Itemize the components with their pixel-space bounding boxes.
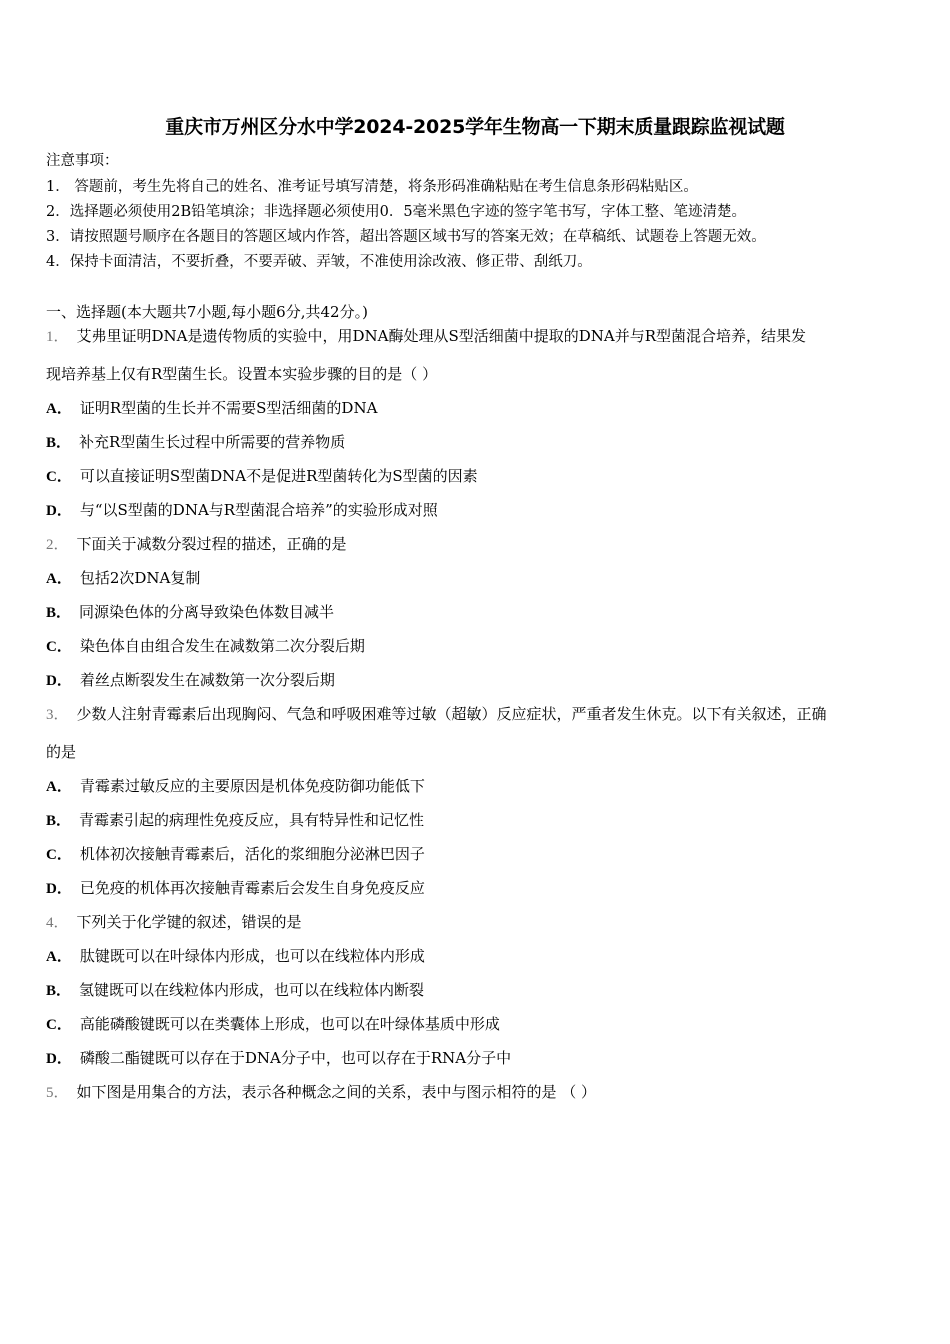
question-number: 3． — [46, 707, 69, 723]
option-text: 机体初次接触青霉素后，活化的浆细胞分泌淋巴因子 — [79, 845, 425, 863]
option-d — [46, 1048, 511, 1069]
question-text: 下面关于减数分裂过程的描述，正确的是 — [76, 535, 347, 553]
option-letter: C． — [46, 1017, 72, 1033]
option-b — [46, 432, 345, 453]
question-number: 1． — [46, 329, 69, 345]
option-a — [46, 776, 425, 797]
question-text: 少数人注射青霉素后出现胸闷、气急和呼吸困难等过敏（超敏）反应症状，严重者发生休克。以下有关叙述，正确 — [76, 705, 827, 723]
question-text-continued: 现培养基上仅有R型菌生长。设置本实验步骤的目的是（ ） — [46, 365, 438, 383]
question-2 — [46, 534, 347, 555]
question-1 — [46, 326, 806, 347]
notice-item: 4．保持卡面清洁，不要折叠，不要弄破、弄皱，不准使用涂改液、修正带、刮纸刀。 — [46, 254, 592, 270]
question-number: 2． — [46, 537, 69, 553]
question-4 — [46, 912, 302, 933]
option-text: 高能磷酸键既可以在类囊体上形成，也可以在叶绿体基质中形成 — [79, 1015, 500, 1033]
option-b — [46, 810, 424, 831]
option-text: 包括2次DNA复制 — [79, 569, 201, 587]
question-text: 艾弗里证明DNA是遗传物质的实验中，用DNA酶处理从S型活细菌中提取的DNA并与R型菌混合培养，结果发 — [76, 327, 807, 345]
option-c — [46, 1014, 500, 1035]
option-letter: A． — [46, 779, 72, 795]
question-number: 5． — [46, 1085, 69, 1101]
option-text: 青霉素引起的病理性免疫反应，具有特异性和记忆性 — [79, 811, 425, 829]
option-text: 同源染色体的分离导致染色体数目减半 — [79, 603, 335, 621]
option-text: 与“以S型菌的DNA与R型菌混合培养”的实验形成对照 — [79, 501, 438, 519]
option-letter: C． — [46, 639, 72, 655]
option-text: 氢键既可以在线粒体内形成，也可以在线粒体内断裂 — [79, 981, 425, 999]
option-letter: D． — [46, 1051, 72, 1067]
question-text: 如下图是用集合的方法，表示各种概念之间的关系，表中与图示相符的是 （ ） — [76, 1083, 597, 1101]
option-text: 磷酸二酯键既可以存在于DNA分子中，也可以存在于RNA分子中 — [79, 1049, 512, 1067]
option-d — [46, 670, 335, 691]
option-b — [46, 602, 334, 623]
question-5 — [46, 1082, 596, 1103]
notice-item: 2．选择题必须使用2B铅笔填涂；非选择题必须使用0．5毫米黑色字迹的签字笔书写，字体工整、笔迹清楚。 — [46, 204, 747, 220]
option-letter: A． — [46, 949, 72, 965]
option-letter: B． — [46, 813, 72, 829]
option-a — [46, 568, 200, 589]
option-a — [46, 946, 425, 967]
question-3 — [46, 704, 827, 725]
section-heading: 一、选择题(本大题共7小题,每小题6分,共42分。) — [46, 303, 368, 321]
option-letter: A． — [46, 571, 72, 587]
option-text: 青霉素过敏反应的主要原因是机体免疫防御功能低下 — [79, 777, 425, 795]
option-letter: A． — [46, 401, 72, 417]
option-letter: C． — [46, 469, 72, 485]
option-text: 补充R型菌生长过程中所需要的营养物质 — [79, 433, 346, 451]
question-number: 4． — [46, 915, 69, 931]
option-d — [46, 878, 425, 899]
option-letter: B． — [46, 605, 72, 621]
notice-heading: 注意事项： — [46, 153, 119, 169]
option-d — [46, 500, 438, 521]
question-text-continued: 的是 — [46, 743, 77, 761]
option-text: 证明R型菌的生长并不需要S型活细菌的DNA — [79, 399, 378, 417]
page-title: 重庆市万州区分水中学2024-2025学年生物高一下期末质量跟踪监视试题 — [165, 116, 785, 138]
option-text: 可以直接证明S型菌DNA不是促进R型菌转化为S型菌的因素 — [79, 467, 478, 485]
option-text: 肽键既可以在叶绿体内形成，也可以在线粒体内形成 — [79, 947, 425, 965]
option-text: 染色体自由组合发生在减数第二次分裂后期 — [79, 637, 365, 655]
option-text: 着丝点断裂发生在减数第一次分裂后期 — [79, 671, 335, 689]
option-a — [46, 398, 377, 419]
notice-item: 1． 答题前，考生先将自己的姓名、准考证号填写清楚，将条形码准确粘贴在考生信息条形码粘贴区。 — [46, 179, 698, 195]
notice-item: 3．请按照题号顺序在各题目的答题区域内作答，超出答题区域书写的答案无效；在草稿纸、试题卷上答题无效。 — [46, 229, 766, 245]
option-c — [46, 466, 478, 487]
option-letter: B． — [46, 435, 72, 451]
option-c — [46, 636, 365, 657]
option-b — [46, 980, 424, 1001]
option-letter: D． — [46, 673, 72, 689]
option-text: 已免疫的机体再次接触青霉素后会发生自身免疫反应 — [79, 879, 425, 897]
option-c — [46, 844, 425, 865]
option-letter: C． — [46, 847, 72, 863]
option-letter: D． — [46, 503, 72, 519]
option-letter: B． — [46, 983, 72, 999]
option-letter: D． — [46, 881, 72, 897]
question-text: 下列关于化学键的叙述，错误的是 — [76, 913, 302, 931]
